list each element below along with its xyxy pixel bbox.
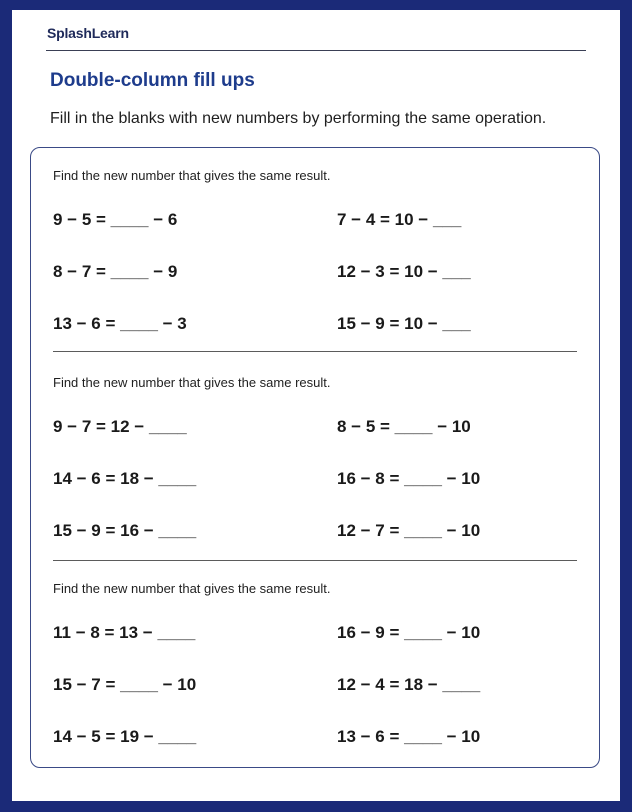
problem: 13 − 6 = ____ − 10	[337, 727, 481, 746]
section-divider	[53, 560, 577, 561]
problem: 12 − 4 = 18 − ____	[337, 675, 481, 694]
worksheet-page	[12, 10, 620, 801]
problem: 9 − 7 = 12 − ____	[53, 417, 187, 436]
problem: 14 − 6 = 18 − ____	[53, 469, 197, 488]
brand-logo: SplashLearn	[47, 25, 129, 41]
problem: 12 − 7 = ____ − 10	[337, 521, 481, 540]
section-instruction: Find the new number that gives the same result.	[53, 168, 331, 183]
problem: 12 − 3 = 10 − ___	[337, 262, 471, 281]
problem: 15 − 9 = 10 − ___	[337, 314, 471, 333]
problem: 8 − 7 = ____ − 9	[53, 262, 178, 281]
header-divider	[46, 50, 586, 51]
problem: 9 − 5 = ____ − 6	[53, 210, 178, 229]
problem: 15 − 9 = 16 − ____	[53, 521, 197, 540]
page-title: Double-column fill ups	[50, 70, 255, 91]
problem: 11 − 8 = 13 − ____	[53, 623, 196, 642]
problem: 16 − 9 = ____ − 10	[337, 623, 481, 642]
section-divider	[53, 351, 577, 352]
problem: 8 − 5 = ____ − 10	[337, 417, 471, 436]
problem: 14 − 5 = 19 − ____	[53, 727, 197, 746]
problem: 16 − 8 = ____ − 10	[337, 469, 481, 488]
problem: 7 − 4 = 10 − ___	[337, 210, 462, 229]
section-instruction: Find the new number that gives the same result.	[53, 375, 331, 390]
page-subtitle: Fill in the blanks with new numbers by performing the same operation.	[50, 110, 547, 127]
problems-box	[30, 147, 600, 768]
section-instruction: Find the new number that gives the same result.	[53, 581, 331, 596]
problem: 15 − 7 = ____ − 10	[53, 675, 197, 694]
problem: 13 − 6 = ____ − 3	[53, 314, 187, 333]
